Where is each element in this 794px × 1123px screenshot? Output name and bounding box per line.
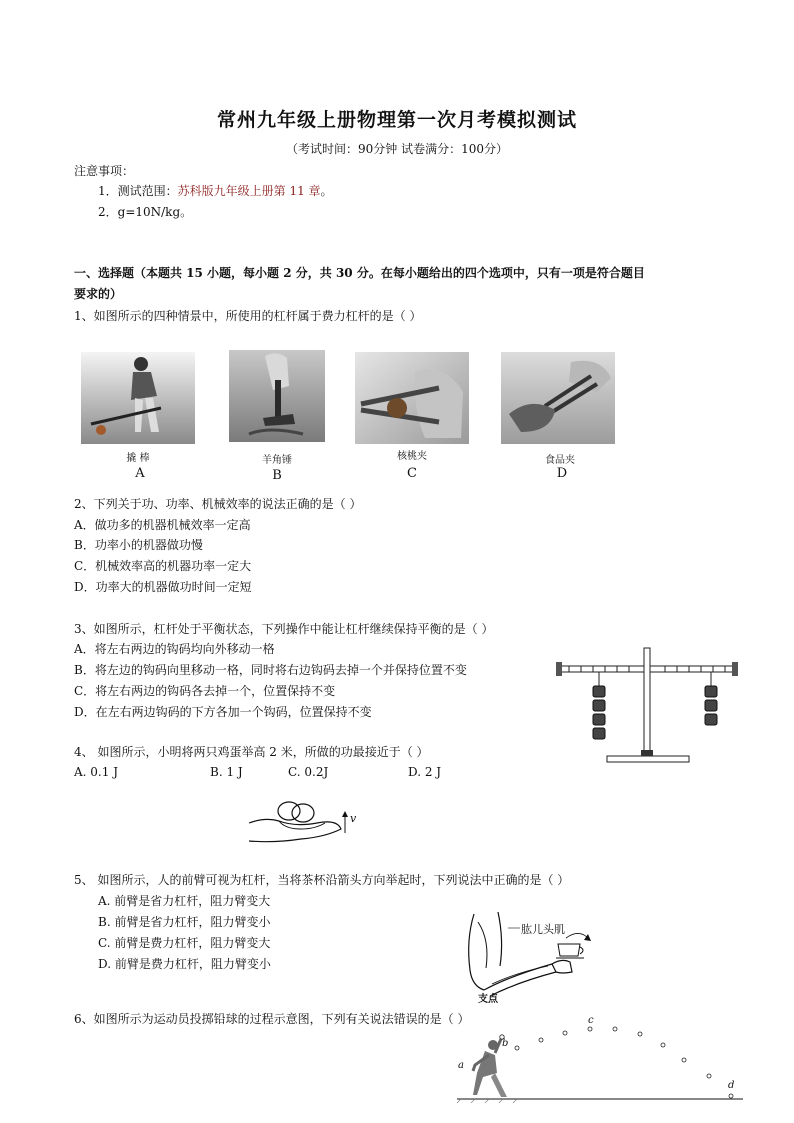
section-heading-line1: 一、选择题（本题共 15 小题，每小题 2 分，共 30 分。在每小题给出的四个选项中，只有一项是符合题目 [74,266,645,280]
q4-hand-eggs-figure [245,793,360,851]
q1-caption-d: 食品夹 [545,455,575,466]
q1-letter-a: A [135,466,145,481]
q6-stem: 6、如图所示为运动员投掷铅球的过程示意图，下列有关说法错误的是（ ） [74,1012,470,1026]
q2-stem: 2、下列关于功、功率、机械效率的说法正确的是（ ） [74,497,362,511]
q4-velocity-label: v [350,812,357,825]
q1-image-a-crowbar [81,352,195,444]
q3-option-a: A．将左右两边的钩码均向外移动一格 [74,642,275,656]
page-title: 常州九年级上册物理第一次月考模拟测试 [216,109,577,131]
q2-option-b: B．功率小的机器做功慢 [74,538,203,552]
q4-option-a: A. 0.1 J [74,765,119,779]
q1-caption-a: 撬 棒 [126,453,150,464]
q2-option-c: C．机械效率高的机器功率一定大 [74,559,252,573]
q3-option-b: B．将左边的钩码向里移动一格，同时将右边钩码去掉一个并保持位置不变 [74,663,467,677]
q5-pivot-label: 支点 [478,994,498,1005]
q4-option-c: C. 0.2J [288,765,329,779]
exam-info: （考试时间：90分钟 试卷满分：100分） [286,142,508,156]
q4-option-d: D. 2 J [408,765,442,779]
q1-image-d-food-tongs [501,352,615,444]
q2-option-a: A．做功多的机器机械效率一定高 [74,518,251,532]
q5-option-d: D. 前臂是费力杠杆，阻力臂变小 [98,957,271,971]
q5-biceps-label: 肱儿头肌 [521,923,565,936]
q1-image-c-nutcracker [355,352,469,444]
q1-letter-c: C [407,466,417,481]
notes-item-1-prefix: 1．测试范围： [98,184,178,198]
q1-image-b-claw-hammer [229,350,325,442]
notes-item-2: 2．g=10N/kg。 [98,205,193,219]
q3-lever-figure [555,644,740,768]
q5-stem: 5、 如图所示，人的前臂可视为杠杆，当将茶杯沿箭头方向举起时，下列说法中正确的是（ ） [74,873,570,887]
q6-label-a: a [458,1060,464,1071]
section-heading-line2: 要求的） [74,287,123,301]
q6-label-d: d [728,1080,735,1091]
q1-letter-b: B [272,468,282,483]
q3-option-d: D．在左右两边钩码的下方各加一个钩码，位置保持不变 [74,705,372,719]
q1-caption-c: 核桃夹 [397,451,427,462]
q6-label-c: c [588,1015,594,1026]
notes-item-1-suffix: 。 [320,184,333,198]
q5-option-b: B. 前臂是省力杠杆，阻力臂变小 [98,915,271,929]
q1-caption-b: 羊角锤 [262,455,292,466]
q1-stem: 1、如图所示的四种情景中，所使用的杠杆属于费力杠杆的是（ ） [74,309,422,323]
q6-label-b: b [502,1038,509,1049]
q1-letter-d: D [556,466,568,481]
q2-option-d: D．功率大的机器做功时间一定短 [74,580,252,594]
q3-option-c: C．将左右两边的钩码各去掉一个，位置保持不变 [74,684,336,698]
notes-item-1-scope: 苏科版九年级上册第 11 章 [177,184,321,198]
notes-label: 注意事项： [74,164,135,178]
q6-shot-put-figure [455,1015,745,1103]
q4-stem: 4、 如图所示，小明将两只鸡蛋举高 2 米，所做的功最接近于（ ） [74,745,429,759]
notes-item-1 [98,182,333,199]
q4-option-b: B. 1 J [210,765,243,779]
q5-option-c: C. 前臂是费力杠杆，阻力臂变大 [98,936,271,950]
q5-option-a: A. 前臂是省力杠杆，阻力臂变大 [98,894,271,908]
q3-stem: 3、如图所示，杠杆处于平衡状态，下列操作中能让杠杆继续保持平衡的是（ ） [74,622,494,636]
